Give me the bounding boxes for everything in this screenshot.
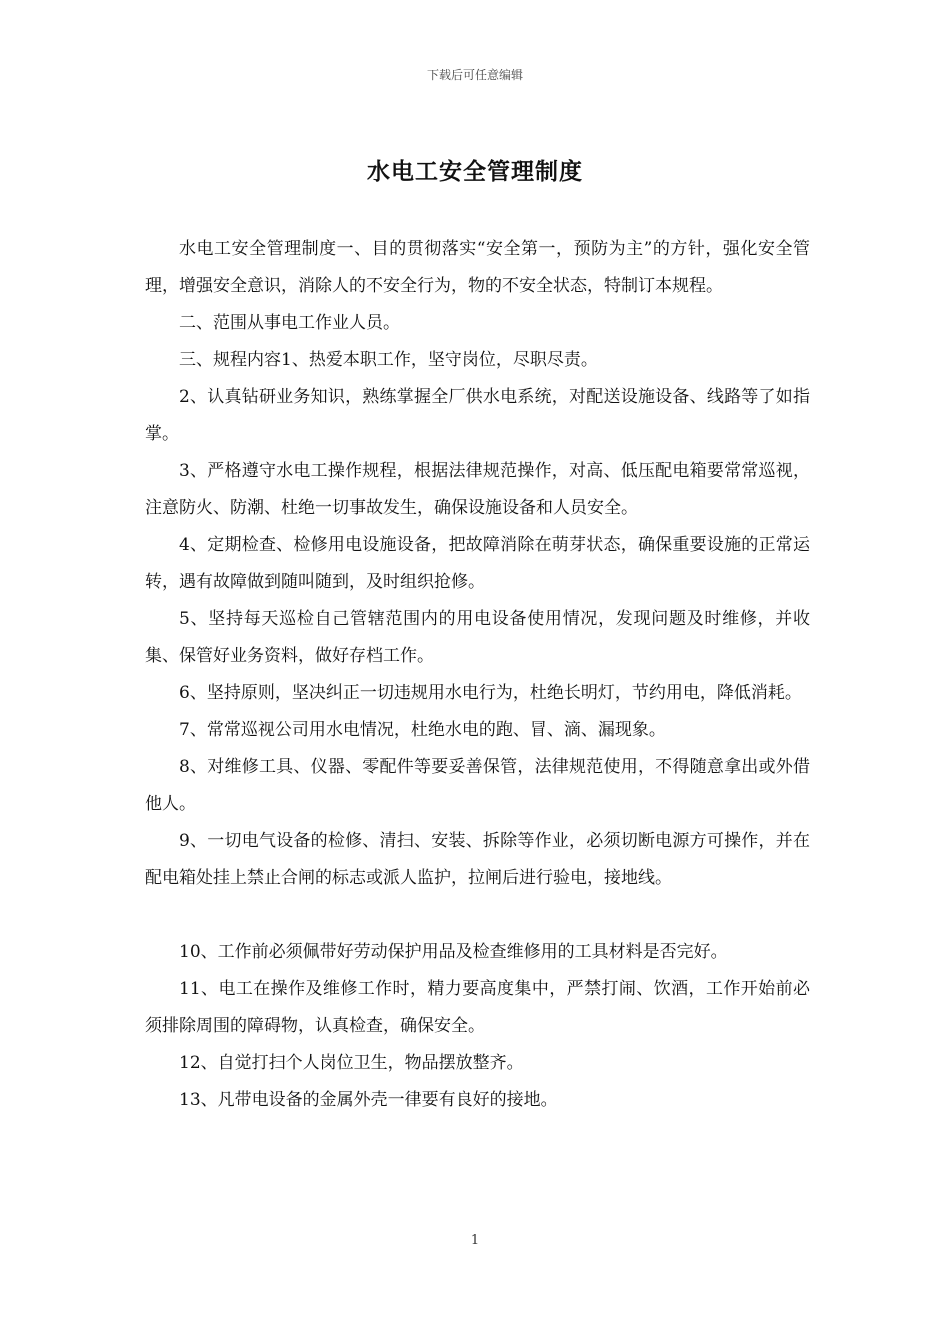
paragraph-rule-6: 6、坚持原则，坚决纠正一切违规用水电行为，杜绝长明灯，节约用电，降低消耗。 <box>179 683 802 703</box>
paragraph-scope: 二、范围从事电工作业人员。 <box>179 313 400 333</box>
paragraph-rule-9: 9、一切电气设备的检修、清扫、安装、拆除等作业，必须切断电源方可操作，并在配电箱处挂上禁止合闸的标志或派人监护，拉闸后进行验电，接地线。 <box>145 831 810 888</box>
paragraph-rule-5: 5、坚持每天巡检自己管辖范围内的用电设备使用情况，发现问题及时维修，并收集、保管好业务资料，做好存档工作。 <box>145 609 810 666</box>
paragraph-rule-1: 三、规程内容1、热爱本职工作，坚守岗位，尽职尽责。 <box>179 350 598 370</box>
paragraph-rule-10: 10、工作前必须佩带好劳动保护用品及检查维修用的工具材料是否完好。 <box>179 942 728 962</box>
document-body <box>145 231 810 1119</box>
paragraph-rule-8: 8、对维修工具、仪器、零配件等要妥善保管，法律规范使用，不得随意拿出或外借他人。 <box>145 757 810 814</box>
paragraph-rule-13: 13、凡带电设备的金属外壳一律要有良好的接地。 <box>179 1090 558 1110</box>
paragraph-purpose: 水电工安全管理制度一、目的贯彻落实“安全第一，预防为主”的方针，强化安全管理，增强安全意识，消除人的不安全行为，物的不安全状态，特制订本规程。 <box>145 239 810 296</box>
paragraph-rule-7: 7、常常巡视公司用水电情况，杜绝水电的跑、冒、滴、漏现象。 <box>179 720 666 740</box>
paragraph-rule-3: 3、严格遵守水电工操作规程，根据法律规范操作，对高、低压配电箱要常常巡视，注意防火、防潮、杜绝一切事故发生，确保设施设备和人员安全。 <box>145 461 810 518</box>
paragraph-rule-4: 4、定期检查、检修用电设施设备，把故障消除在萌芽状态，确保重要设施的正常运转，遇有故障做到随叫随到，及时组织抢修。 <box>145 535 810 592</box>
document-title: 水电工安全管理制度 <box>367 159 583 185</box>
paragraph-rule-2: 2、认真钻研业务知识，熟练掌握全厂供水电系统，对配送设施设备、线路等了如指掌。 <box>145 387 810 444</box>
paragraph-rule-12: 12、自觉打扫个人岗位卫生，物品摆放整齐。 <box>179 1053 524 1073</box>
page-header-note: 下载后可任意编辑 <box>426 68 523 82</box>
paragraph-rule-11: 11、电工在操作及维修工作时，精力要高度集中，严禁打闹、饮酒，工作开始前必须排除周围的障碍物，认真检查，确保安全。 <box>145 979 810 1036</box>
page-number: 1 <box>470 1233 480 1248</box>
